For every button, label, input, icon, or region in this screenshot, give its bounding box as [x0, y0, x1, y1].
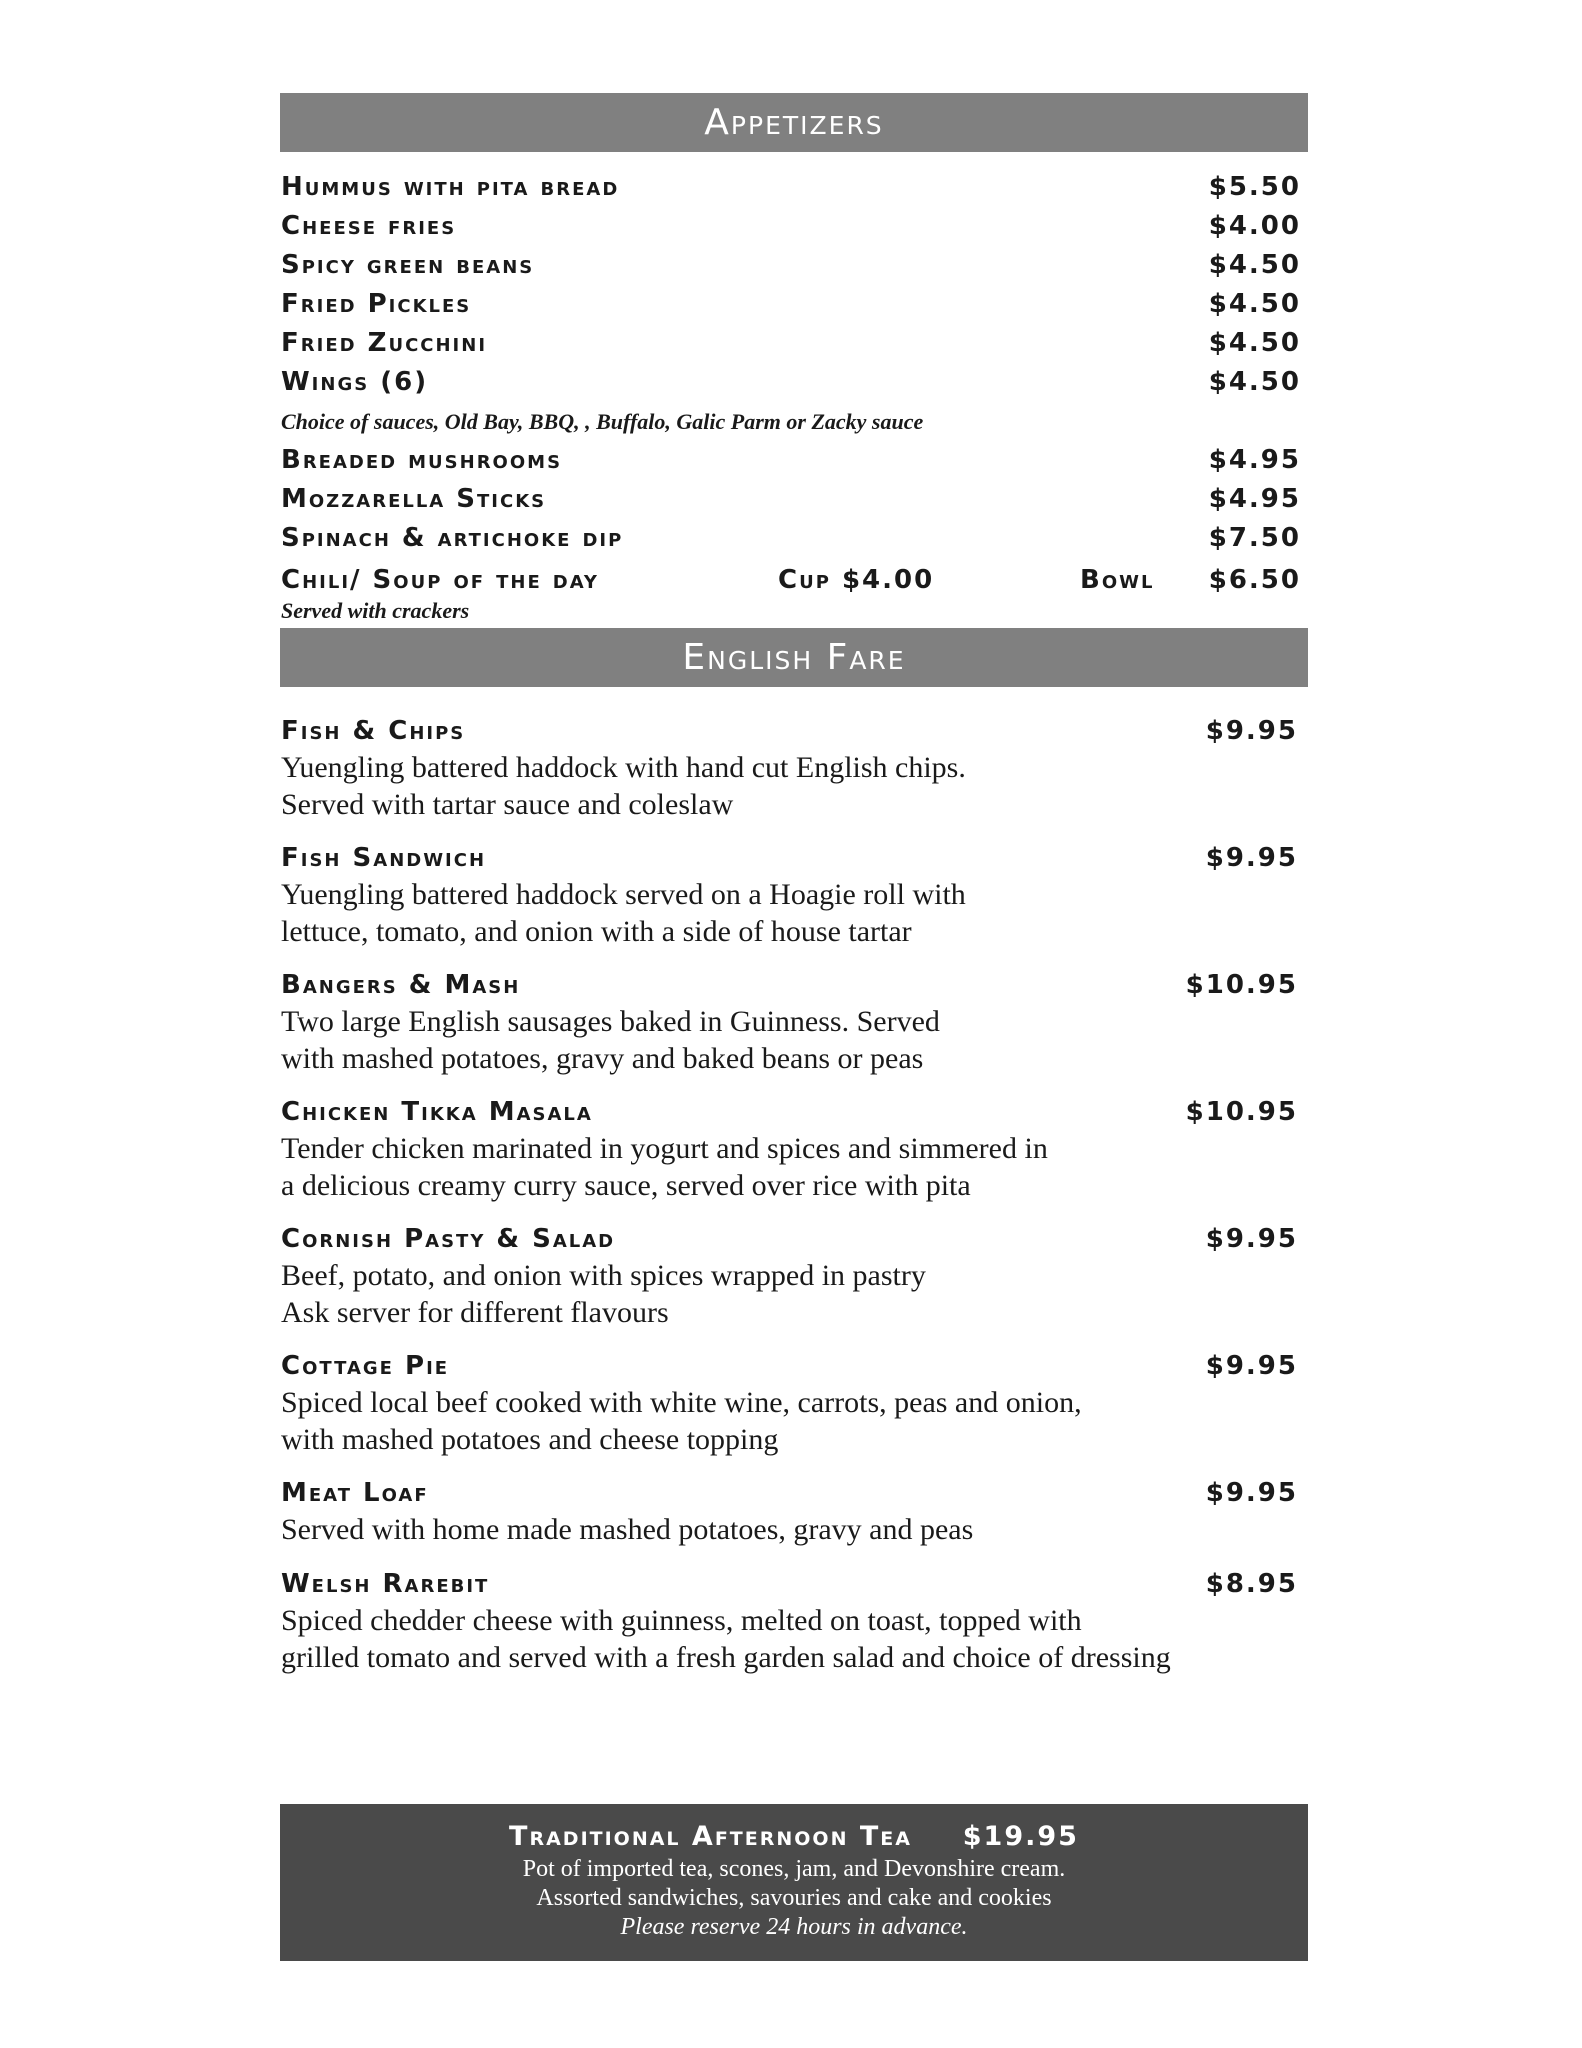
appetizer-item: [281, 246, 1301, 285]
chili-cup-price: Cup $4.00: [778, 565, 935, 595]
fare-item: [281, 1094, 1298, 1204]
fare-description: Spiced local beef cooked with white wine, carrots, peas and onion,: [281, 1386, 1082, 1419]
appetizer-price: $5.50: [1208, 172, 1301, 202]
fare-price: $9.95: [1205, 1224, 1298, 1254]
fare-item: [281, 840, 1298, 950]
appetizer-name: Mozzarella Sticks: [281, 484, 547, 514]
chili-bowl-label: Bowl: [1080, 565, 1155, 595]
chili-bowl-price: $6.50: [1208, 565, 1301, 595]
appetizer-item: [281, 324, 1301, 363]
fare-description: Ask server for different flavours: [281, 1296, 669, 1329]
fare-description: Two large English sausages baked in Guinness. Served: [281, 1005, 940, 1038]
fare-price: $9.95: [1205, 1478, 1298, 1508]
appetizers-header: Appetizers: [280, 93, 1308, 152]
fare-name: Chicken Tikka Masala: [281, 1097, 593, 1127]
appetizer-name: Breaded mushrooms: [281, 445, 563, 475]
fare-description: Beef, potato, and onion with spices wrapped in pastry: [281, 1259, 926, 1292]
appetizer-item: [281, 207, 1301, 246]
appetizer-item: [281, 363, 1301, 402]
appetizer-item: [281, 168, 1301, 207]
appetizer-price: $4.50: [1208, 289, 1301, 319]
fare-description: with mashed potatoes and cheese topping: [281, 1423, 779, 1456]
appetizer-name: Fried Pickles: [281, 289, 472, 319]
fare-item: [281, 1348, 1298, 1458]
afternoon-tea-line: Pot of imported tea, scones, jam, and Devonshire cream.: [522, 1856, 1066, 1882]
fare-item: [281, 713, 1298, 823]
afternoon-tea-price: $19.95: [962, 1821, 1079, 1852]
fare-name: Fish Sandwich: [281, 843, 487, 873]
fare-description: Tender chicken marinated in yogurt and spices and simmered in: [281, 1132, 1048, 1165]
chili-note: Served with crackers: [281, 598, 470, 623]
fare-description: with mashed potatoes, gravy and baked beans or peas: [281, 1042, 924, 1075]
appetizer-price: $7.50: [1208, 523, 1301, 553]
fare-name: Cottage Pie: [281, 1351, 450, 1381]
appetizer-name: Spicy green beans: [281, 250, 535, 280]
appetizer-price: $4.95: [1208, 445, 1301, 475]
appetizer-price: $4.00: [1208, 211, 1301, 241]
afternoon-tea-box: [280, 1804, 1308, 1961]
appetizer-name: Fried Zucchini: [281, 328, 488, 358]
fare-description: Served with home made mashed potatoes, gravy and peas: [281, 1513, 974, 1546]
fare-description: Spiced chedder cheese with guinness, melted on toast, topped with: [281, 1604, 1082, 1637]
chili-soup-item: [281, 561, 1301, 600]
fare-description: Served with tartar sauce and coleslaw: [281, 788, 734, 821]
appetizer-name: Spinach & artichoke dip: [281, 523, 624, 553]
fare-description: a delicious creamy curry sauce, served over rice with pita: [281, 1169, 971, 1202]
appetizer-item: [281, 285, 1301, 324]
fare-description: grilled tomato and served with a fresh garden salad and choice of dressing: [281, 1641, 1171, 1674]
appetizer-price: $4.50: [1208, 250, 1301, 280]
appetizer-name: Hummus with pita bread: [281, 172, 620, 202]
fare-name: Bangers & Mash: [281, 970, 521, 1000]
fare-price: $9.95: [1205, 716, 1298, 746]
appetizer-item: [281, 480, 1301, 519]
fare-price: $9.95: [1205, 1351, 1298, 1381]
fare-name: Meat Loaf: [281, 1478, 429, 1508]
afternoon-tea-line: Assorted sandwiches, savouries and cake and cookies: [536, 1885, 1052, 1911]
fare-item: [281, 1475, 1298, 1548]
appetizer-item: [281, 441, 1301, 480]
fare-item: [281, 1566, 1298, 1676]
fare-item: [281, 967, 1298, 1077]
fare-name: Cornish Pasty & Salad: [281, 1224, 616, 1254]
fare-description: Yuengling battered haddock served on a Hoagie roll with: [281, 878, 966, 911]
afternoon-tea-title: Traditional Afternoon Tea: [509, 1821, 912, 1852]
fare-price: $9.95: [1205, 843, 1298, 873]
appetizer-price: $4.50: [1208, 328, 1301, 358]
appetizer-price: $4.50: [1208, 367, 1301, 397]
appetizer-price: $4.95: [1208, 484, 1301, 514]
english-fare-header: English Fare: [280, 628, 1308, 687]
fare-description: Yuengling battered haddock with hand cut English chips.: [281, 751, 966, 784]
fare-price: $8.95: [1205, 1569, 1298, 1599]
fare-price: $10.95: [1185, 1097, 1298, 1127]
fare-item: [281, 1221, 1298, 1331]
wings-sauce-note: Choice of sauces, Old Bay, BBQ, , Buffalo, Galic Parm or Zacky sauce: [281, 409, 924, 434]
fare-price: $10.95: [1185, 970, 1298, 1000]
fare-name: Fish & Chips: [281, 716, 466, 746]
appetizer-item: [281, 519, 1301, 558]
fare-description: lettuce, tomato, and onion with a side of house tartar: [281, 915, 912, 948]
chili-soup-name: Chili/ Soup of the day: [281, 565, 599, 595]
appetizer-name: Cheese fries: [281, 211, 457, 241]
afternoon-tea-reservation-note: Please reserve 24 hours in advance.: [620, 1914, 968, 1940]
fare-name: Welsh Rarebit: [281, 1569, 490, 1599]
appetizer-name: Wings (6): [281, 367, 429, 397]
